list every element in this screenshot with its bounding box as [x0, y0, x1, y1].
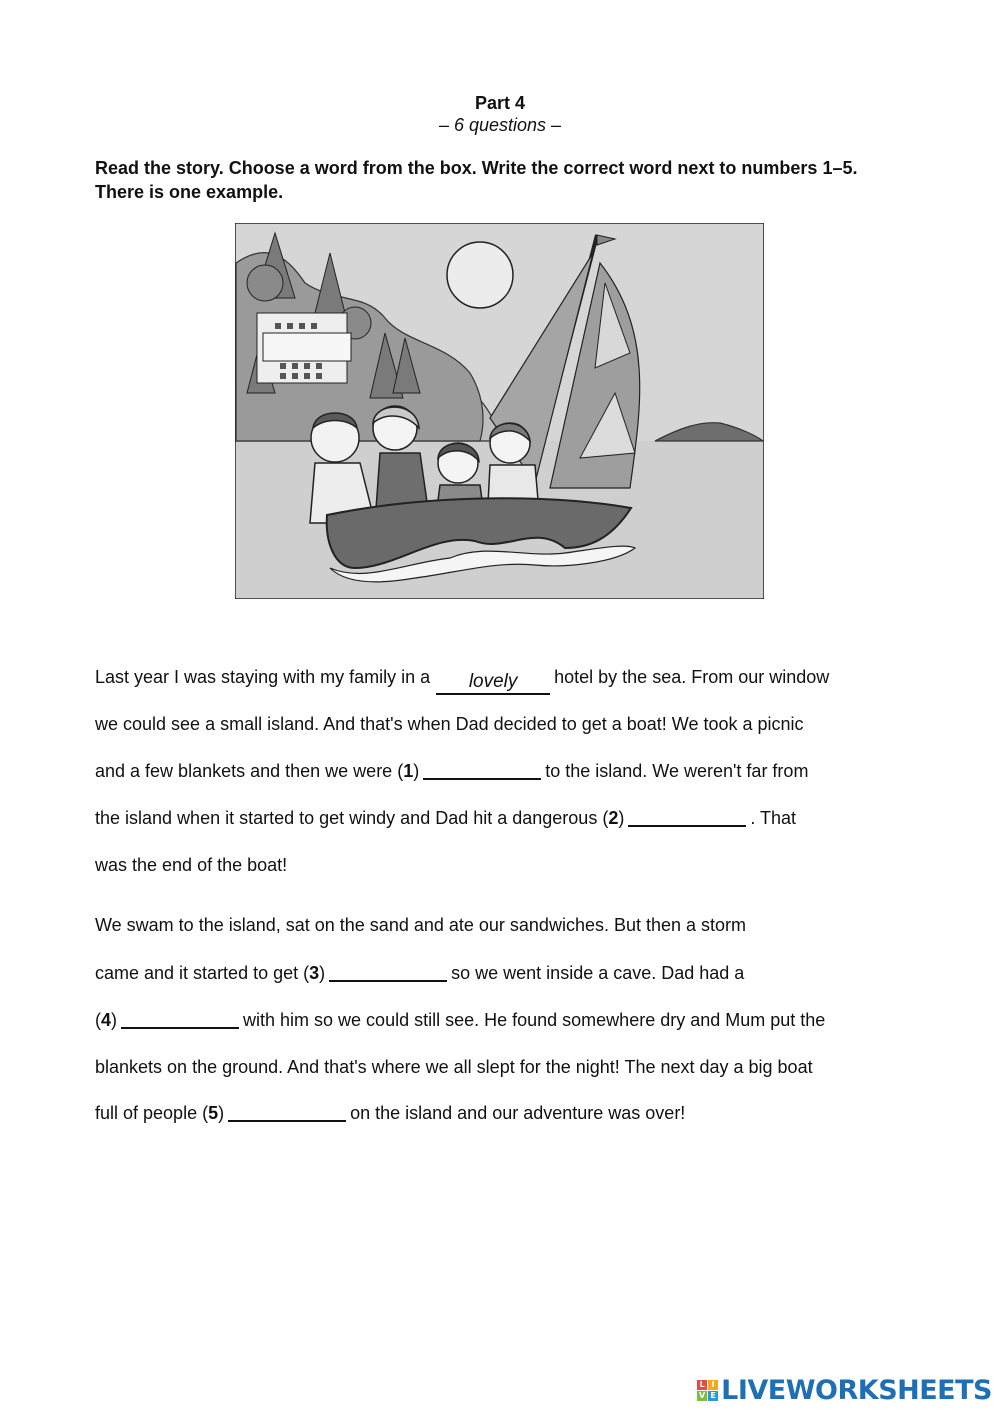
family-sailboat-illustration: [235, 223, 764, 599]
story-line-8: (4) with him so we could still see. He found somewhere dry and Mum put the: [95, 1010, 826, 1030]
story-line-5: was the end of the boat!: [95, 855, 288, 875]
story-line-4: the island when it started to get windy and Dad hit a dangerous (2) . That: [95, 808, 797, 828]
logo-mark-icon: L I V E: [697, 1380, 718, 1401]
instructions: Read the story. Choose a word from the box. Write the correct word next to numbers 1–5. There is one example.: [95, 158, 858, 202]
hotel-building: [257, 313, 351, 383]
story-line-9: blankets on the ground. And that's where we all slept for the night! The next day a big boat: [95, 1057, 813, 1077]
part-title: Part 4: [474, 93, 526, 113]
answer-blank-4[interactable]: [121, 1009, 239, 1029]
answer-blank-2[interactable]: [628, 807, 746, 827]
answer-blank-3[interactable]: [329, 962, 447, 982]
story-line-1: Last year I was staying with my family in a lovely hotel by the sea. From our window: [95, 665, 829, 689]
logo-text: LIVEWORKSHEETS: [721, 1374, 992, 1406]
question-count: – 6 questions –: [438, 115, 562, 135]
liveworksheets-logo[interactable]: [697, 1375, 992, 1405]
example-answer: lovely: [436, 671, 550, 695]
story-line-3: and a few blankets and then we were (1) to the island. We weren't far from: [95, 761, 809, 781]
story-line-10: full of people (5) on the island and our adventure was over!: [95, 1103, 686, 1123]
answer-blank-5[interactable]: [228, 1102, 346, 1122]
story-line-6: We swam to the island, sat on the sand and ate our sandwiches. But then a storm: [95, 915, 747, 935]
story-line-7: came and it started to get (3) so we went inside a cave. Dad had a: [95, 963, 745, 983]
sun: [447, 242, 513, 308]
answer-blank-1[interactable]: [423, 760, 541, 780]
story-line-2: we could see a small island. And that's when Dad decided to get a boat! We took a picnic: [95, 714, 804, 734]
